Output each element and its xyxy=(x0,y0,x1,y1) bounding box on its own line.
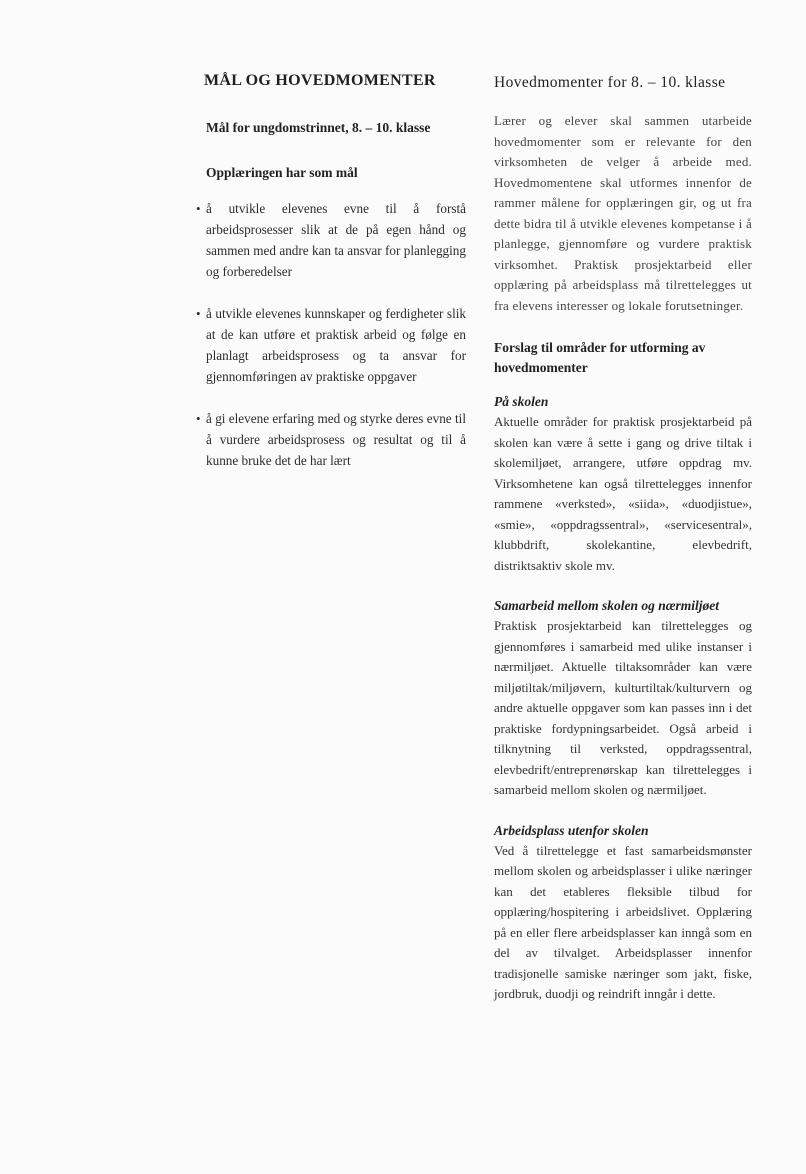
right-column xyxy=(494,70,752,1005)
goal-item xyxy=(196,198,466,282)
stage-subtitle: Mål for ungdomstrinnet, 8. – 10. klasse xyxy=(206,120,431,135)
goal-text: å utvikle elevenes kunnskaper og ferdigheter slik at de kan utføre et praktisk arbeid og følge en planlagt arbeidsprosess og ta ansvar for gjennomføringen av praktiske oppgaver xyxy=(206,306,466,384)
bullet-icon: • xyxy=(196,306,201,321)
bullet-icon: • xyxy=(196,201,201,216)
goal-heading: Opplæringen har som mål xyxy=(206,165,358,180)
left-column xyxy=(196,70,466,492)
bullet-icon: • xyxy=(196,411,201,426)
goal-list xyxy=(196,198,466,471)
subsection-heading-school: På skolen xyxy=(494,394,549,409)
goal-text: å gi elevene erfaring med og styrke deres evne til å vurdere arbeidsprosess og resultat og til å kunne bruke det de har lært xyxy=(206,411,466,468)
subsection-text-school: Aktuelle områder for praktisk prosjektarbeid på skolen kan være å sette i gang og drive tiltak i skolemiljøet, arrangere, utføre oppdrag mv. Virksomhetene kan også tilrettelegges innenfor rammene «verksted», «siida», «duodjistue», «smie», «oppdragssentral», «servicesentral», klubbdrift, skolekantine, elevbedrift, distriktsaktiv skole mv. xyxy=(494,414,752,573)
section-title: Hovedmomenter for 8. – 10. klasse xyxy=(494,74,726,91)
subsection-heading-community: Samarbeid mellom skolen og nærmiljøet xyxy=(494,598,720,613)
page-title: MÅL OG HOVEDMOMENTER xyxy=(204,72,436,89)
goal-item xyxy=(196,303,466,387)
goal-text: å utvikle elevenes evne til å forstå arbeidsprosesser slik at de på egen hånd og sammen med andre kan ta ansvar for planlegging og forberedelser xyxy=(206,201,466,279)
intro-paragraph: Lærer og elever skal sammen utarbeide hovedmomenter som er relevante for den virksomheten de velger å arbeide med. Hovedmomentene skal utformes innenfor de rammer målene for opplæringen gir, og ut fra dette bidra til å utvikle elevenes kompetanse i å planlegge, gjennomføre og vurdere praktisk virksomhet. Praktisk prosjektarbeid eller opplæring på arbeidsplass må tilrettelegges ut fra elevens interesser og lokale forutsetninger. xyxy=(494,113,752,313)
subsection-text-workplace: Ved å tilrettelegge et fast samarbeidsmønster mellom skolen og arbeidsplasser i ulike næringer kan det etableres fleksible tilbud for opplæring/hospitering i arbeidslivet. Opplæring på en eller flere arbeidsplasser kan inngå som en del av tilvalget. Arbeidsplasser innenfor tradisjonelle samiske næringer som jakt, fiske, jordbruk, duodji og reindrift inngår i dette. xyxy=(494,842,752,1001)
subsection-heading-workplace: Arbeidsplass utenfor skolen xyxy=(494,822,649,838)
proposal-heading: Forslag til områder for utforming av hovedmomenter xyxy=(494,340,706,375)
subsection-text-community: Praktisk prosjektarbeid kan tilrettelegges og gjennomføres i samarbeid med ulike instanser i nærmiljøet. Aktuelle tiltaksområder kan være miljøtiltak/miljøvern, kulturtiltak/kulturvern og andre aktuelle oppgaver som kan passes inn i det praktiske fordypningsarbeidet. Også arbeid i tilknytning til verksted, oppdragssentral, elevbedrift/entreprenørskap kan tilrettelegges i samarbeid mellom skolen og nærmiljøet. xyxy=(494,618,752,797)
goal-item xyxy=(196,408,466,471)
